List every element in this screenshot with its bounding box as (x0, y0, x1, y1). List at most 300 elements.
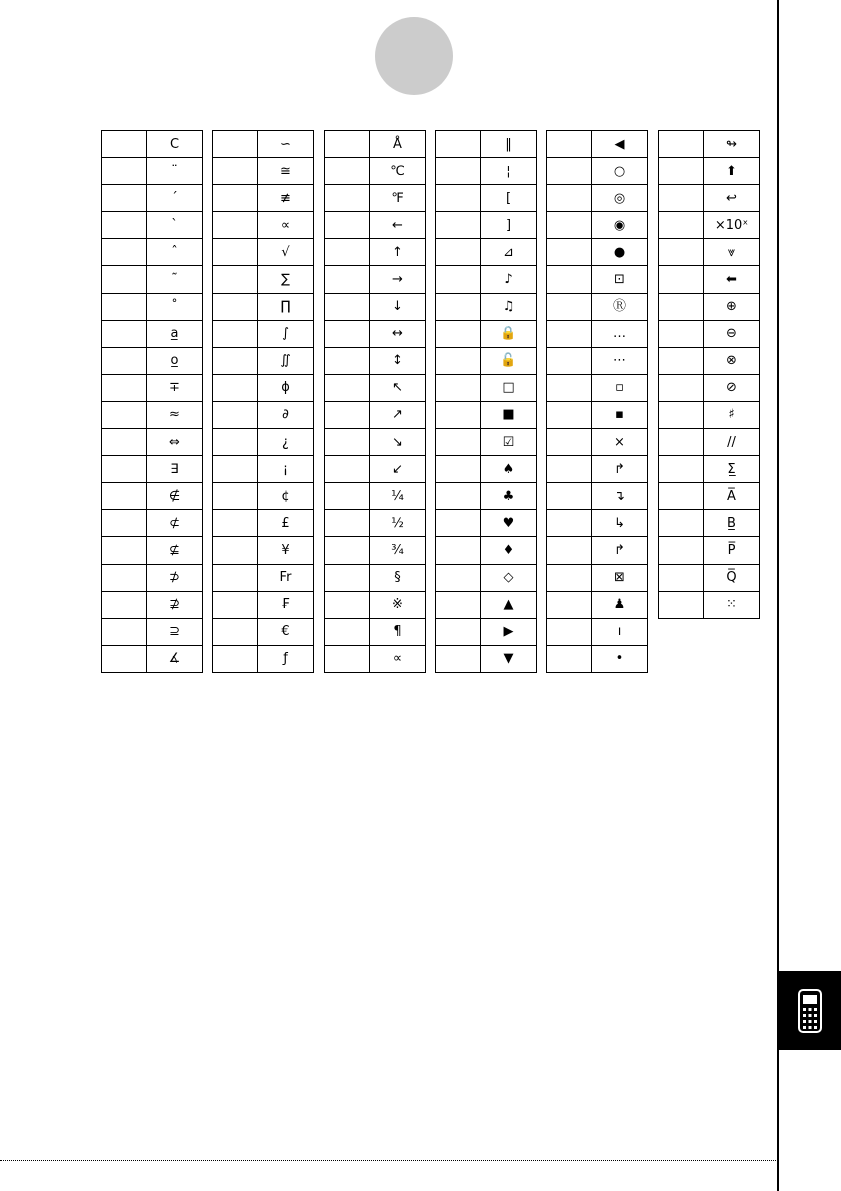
character-table (324, 130, 426, 673)
code-cell (547, 645, 592, 672)
glyph-cell: ¾ (370, 537, 426, 564)
glyph-cell: ⊗ (704, 347, 760, 374)
glyph-cell: § (370, 564, 426, 591)
table-row (436, 185, 537, 212)
code-cell (102, 374, 147, 401)
glyph-cell: € (258, 618, 314, 645)
glyph-cell: ı (592, 618, 648, 645)
code-cell (325, 131, 370, 158)
code-cell (213, 239, 258, 266)
code-cell (102, 564, 147, 591)
table-row (547, 239, 648, 266)
code-cell (659, 564, 704, 591)
code-cell (436, 591, 481, 618)
glyph-cell: ♠ (481, 456, 537, 483)
code-cell (436, 429, 481, 456)
table-row (102, 591, 203, 618)
table-row (102, 564, 203, 591)
code-cell (325, 483, 370, 510)
glyph-cell: … (592, 320, 648, 347)
table-row (547, 212, 648, 239)
code-cell (325, 456, 370, 483)
code-cell (102, 401, 147, 428)
glyph-cell: ↬ (704, 131, 760, 158)
table-row (436, 293, 537, 320)
table-row (659, 239, 760, 266)
code-cell (436, 293, 481, 320)
code-cell (659, 239, 704, 266)
table-row (325, 347, 426, 374)
glyph-cell: ¼ (370, 483, 426, 510)
table-row (436, 374, 537, 401)
table-row (102, 347, 203, 374)
table-row (213, 266, 314, 293)
table-row (547, 591, 648, 618)
table-row (213, 347, 314, 374)
glyph-cell: ∃ (147, 456, 203, 483)
table-row (102, 429, 203, 456)
code-cell (659, 158, 704, 185)
code-cell (213, 591, 258, 618)
glyph-cell: ⊄ (147, 510, 203, 537)
code-cell (659, 131, 704, 158)
glyph-cell: ⊡ (592, 266, 648, 293)
table-row (659, 483, 760, 510)
code-cell (102, 293, 147, 320)
table-row (213, 456, 314, 483)
code-cell (325, 401, 370, 428)
glyph-cell: C (147, 131, 203, 158)
code-cell (659, 456, 704, 483)
code-cell (325, 510, 370, 537)
table-row (213, 131, 314, 158)
glyph-cell: ▫ (592, 374, 648, 401)
glyph-cell: ¢ (258, 483, 314, 510)
table-row (213, 645, 314, 672)
table-row (659, 401, 760, 428)
glyph-cell: ⊖ (704, 320, 760, 347)
code-cell (547, 212, 592, 239)
table-row (325, 645, 426, 672)
glyph-cell: ≅ (258, 158, 314, 185)
table-row (659, 158, 760, 185)
glyph-cell: Ⓡ (592, 293, 648, 320)
glyph-cell: ♪ (481, 266, 537, 293)
table-row (213, 320, 314, 347)
code-cell (436, 158, 481, 185)
code-cell (213, 347, 258, 374)
code-cell (213, 483, 258, 510)
glyph-cell: ⬆ (704, 158, 760, 185)
table-row (325, 591, 426, 618)
table-row (436, 320, 537, 347)
glyph-cell: ˚ (147, 293, 203, 320)
code-cell (213, 131, 258, 158)
calculator-icon (798, 989, 822, 1033)
code-cell (436, 320, 481, 347)
glyph-cell: B̲ (704, 510, 760, 537)
code-cell (547, 320, 592, 347)
code-cell (213, 266, 258, 293)
glyph-cell: □ (481, 374, 537, 401)
code-cell (325, 158, 370, 185)
table-row (213, 537, 314, 564)
glyph-cell: ⊘ (704, 374, 760, 401)
code-cell (547, 293, 592, 320)
code-cell (547, 374, 592, 401)
character-table (546, 130, 648, 673)
chapter-side-tab (778, 971, 841, 1050)
code-cell (102, 537, 147, 564)
glyph-cell: ↕ (370, 347, 426, 374)
code-cell (102, 239, 147, 266)
table-row (102, 645, 203, 672)
table-row (659, 429, 760, 456)
table-row (547, 131, 648, 158)
table-row (659, 510, 760, 537)
table-row (547, 429, 648, 456)
code-cell (659, 401, 704, 428)
glyph-cell: ½ (370, 510, 426, 537)
table-row (213, 564, 314, 591)
table-row (325, 429, 426, 456)
table-row (325, 374, 426, 401)
code-cell (325, 293, 370, 320)
glyph-cell: o̲ (147, 347, 203, 374)
table-row (325, 185, 426, 212)
table-row (436, 212, 537, 239)
table-row (436, 456, 537, 483)
table-row (659, 185, 760, 212)
glyph-cell: ▶ (481, 618, 537, 645)
code-cell (659, 537, 704, 564)
glyph-cell: ‖ (481, 131, 537, 158)
table-row (325, 401, 426, 428)
table-row (213, 158, 314, 185)
code-cell (325, 537, 370, 564)
code-cell (102, 429, 147, 456)
glyph-cell: Fr (258, 564, 314, 591)
glyph-cell: Σ̲ (704, 456, 760, 483)
glyph-cell: ¿ (258, 429, 314, 456)
table-row (436, 645, 537, 672)
glyph-cell: ◀ (592, 131, 648, 158)
glyph-cell: ♣ (481, 483, 537, 510)
glyph-cell: ∫ (258, 320, 314, 347)
table-row (325, 618, 426, 645)
glyph-cell: 🔒 (481, 320, 537, 347)
code-cell (547, 591, 592, 618)
table-row (659, 293, 760, 320)
glyph-cell: 🔓 (481, 347, 537, 374)
glyph-cell: ×10ˣ (704, 212, 760, 239)
code-cell (547, 429, 592, 456)
code-cell (436, 645, 481, 672)
code-cell (436, 131, 481, 158)
table-row (325, 239, 426, 266)
code-cell (659, 510, 704, 537)
glyph-cell: ¶ (370, 618, 426, 645)
table-row (436, 591, 537, 618)
code-cell (547, 618, 592, 645)
glyph-cell: ⊿ (481, 239, 537, 266)
table-row (102, 212, 203, 239)
glyph-cell: Å (370, 131, 426, 158)
table-row (213, 374, 314, 401)
glyph-cell: ○ (592, 158, 648, 185)
glyph-cell: [ (481, 185, 537, 212)
page-number-circle (375, 17, 453, 95)
glyph-cell: ▼ (481, 645, 537, 672)
glyph-cell: ϕ (258, 374, 314, 401)
glyph-cell: ■ (481, 401, 537, 428)
code-cell (436, 618, 481, 645)
code-cell (659, 320, 704, 347)
code-cell (547, 456, 592, 483)
table-row (436, 510, 537, 537)
table-row (547, 266, 648, 293)
table-row (325, 212, 426, 239)
character-table (658, 130, 760, 619)
code-cell (547, 185, 592, 212)
glyph-cell: ↗ (370, 401, 426, 428)
code-cell (436, 347, 481, 374)
glyph-cell: a̲ (147, 320, 203, 347)
code-cell (436, 266, 481, 293)
glyph-cell: ◉ (592, 212, 648, 239)
code-cell (325, 239, 370, 266)
table-row (213, 239, 314, 266)
code-cell (102, 510, 147, 537)
code-cell (213, 374, 258, 401)
code-cell (659, 212, 704, 239)
table-row (213, 293, 314, 320)
glyph-cell: ↑ (370, 239, 426, 266)
code-cell (325, 429, 370, 456)
table-row (436, 483, 537, 510)
code-cell (213, 320, 258, 347)
table-row (213, 483, 314, 510)
table-row (102, 483, 203, 510)
glyph-cell: ↩ (704, 185, 760, 212)
glyph-cell: ↖ (370, 374, 426, 401)
glyph-cell: ↓ (370, 293, 426, 320)
table-row (436, 401, 537, 428)
glyph-cell: ≈ (147, 401, 203, 428)
code-cell (547, 537, 592, 564)
code-cell (213, 212, 258, 239)
table-row (102, 537, 203, 564)
glyph-cell: ∑ (258, 266, 314, 293)
glyph-cell: → (370, 266, 426, 293)
table-row (547, 510, 648, 537)
code-cell (325, 347, 370, 374)
table-row (102, 456, 203, 483)
table-row (547, 564, 648, 591)
table-row (436, 537, 537, 564)
code-cell (102, 212, 147, 239)
code-cell (659, 347, 704, 374)
code-cell (102, 618, 147, 645)
table-row (659, 212, 760, 239)
code-cell (325, 645, 370, 672)
glyph-cell: ※ (370, 591, 426, 618)
table-row (547, 374, 648, 401)
code-cell (102, 645, 147, 672)
table-row (102, 401, 203, 428)
glyph-cell: ] (481, 212, 537, 239)
glyph-cell: £ (258, 510, 314, 537)
glyph-cell: ⊠ (592, 564, 648, 591)
table-row (547, 456, 648, 483)
glyph-cell: ⊅ (147, 564, 203, 591)
table-row (325, 456, 426, 483)
glyph-cell: √ (258, 239, 314, 266)
glyph-cell: ♦ (481, 537, 537, 564)
code-cell (213, 645, 258, 672)
table-row (547, 645, 648, 672)
table-row (325, 537, 426, 564)
code-cell (213, 401, 258, 428)
table-row (325, 293, 426, 320)
code-cell (325, 320, 370, 347)
table-row (659, 374, 760, 401)
code-cell (102, 131, 147, 158)
code-cell (659, 374, 704, 401)
character-table (435, 130, 537, 673)
code-cell (325, 564, 370, 591)
glyph-cell: • (592, 645, 648, 672)
glyph-cell: ◇ (481, 564, 537, 591)
code-cell (659, 185, 704, 212)
code-cell (213, 510, 258, 537)
code-cell (436, 239, 481, 266)
code-cell (547, 158, 592, 185)
code-cell (325, 266, 370, 293)
glyph-cell: ¡ (258, 456, 314, 483)
table-row (547, 401, 648, 428)
glyph-cell: ↙ (370, 456, 426, 483)
table-row (659, 564, 760, 591)
glyph-cell: ↱ (592, 537, 648, 564)
table-row (325, 564, 426, 591)
code-cell (436, 374, 481, 401)
code-cell (213, 456, 258, 483)
glyph-cell: ¦ (481, 158, 537, 185)
code-cell (102, 347, 147, 374)
table-row (547, 347, 648, 374)
glyph-cell: ¥ (258, 537, 314, 564)
table-row (102, 185, 203, 212)
character-table (101, 130, 203, 673)
glyph-cell: ∓ (147, 374, 203, 401)
glyph-cell: ∬ (258, 347, 314, 374)
glyph-cell: ◎ (592, 185, 648, 212)
code-cell (436, 483, 481, 510)
glyph-cell: ↴ (592, 483, 648, 510)
glyph-cell: ♫ (481, 293, 537, 320)
code-cell (102, 591, 147, 618)
code-cell (102, 320, 147, 347)
code-cell (102, 158, 147, 185)
glyph-cell: ∉ (147, 483, 203, 510)
code-cell (436, 212, 481, 239)
glyph-cell: ⇔ (147, 429, 203, 456)
code-cell (213, 618, 258, 645)
glyph-cell: ₣ (258, 591, 314, 618)
table-row (213, 401, 314, 428)
code-cell (325, 374, 370, 401)
table-row (102, 320, 203, 347)
glyph-cell: ☑ (481, 429, 537, 456)
glyph-cell: ⊈ (147, 537, 203, 564)
code-cell (436, 185, 481, 212)
glyph-cell: ← (370, 212, 426, 239)
code-cell (436, 401, 481, 428)
glyph-cell: ≢ (258, 185, 314, 212)
table-row (547, 618, 648, 645)
glyph-cell: ⩔ (704, 239, 760, 266)
table-row (102, 239, 203, 266)
code-cell (547, 564, 592, 591)
table-row (102, 266, 203, 293)
table-row (436, 347, 537, 374)
table-row (213, 510, 314, 537)
table-row (659, 456, 760, 483)
table-row (547, 537, 648, 564)
code-cell (102, 266, 147, 293)
code-cell (213, 185, 258, 212)
table-row (102, 618, 203, 645)
table-row (102, 293, 203, 320)
glyph-cell: ∂ (258, 401, 314, 428)
glyph-cell: ⋯ (592, 347, 648, 374)
table-row (436, 618, 537, 645)
code-cell (102, 185, 147, 212)
glyph-cell: ƒ (258, 645, 314, 672)
glyph-cell: × (592, 429, 648, 456)
table-row (213, 429, 314, 456)
code-cell (436, 456, 481, 483)
table-row (547, 158, 648, 185)
table-row (547, 483, 648, 510)
code-cell (213, 158, 258, 185)
table-row (213, 212, 314, 239)
glyph-cell: ↘ (370, 429, 426, 456)
code-cell (213, 537, 258, 564)
code-cell (547, 483, 592, 510)
glyph-cell: ⊕ (704, 293, 760, 320)
glyph-cell: ∡ (147, 645, 203, 672)
code-cell (325, 591, 370, 618)
code-cell (213, 564, 258, 591)
glyph-cell: // (704, 429, 760, 456)
bottom-dotted-rule (0, 1160, 778, 1161)
glyph-cell: ♯ (704, 401, 760, 428)
table-row (102, 510, 203, 537)
code-cell (325, 618, 370, 645)
table-row (436, 564, 537, 591)
code-cell (213, 429, 258, 456)
table-row (659, 591, 760, 618)
table-row (659, 131, 760, 158)
glyph-cell: ♥ (481, 510, 537, 537)
glyph-cell: ´ (147, 185, 203, 212)
table-row (436, 266, 537, 293)
code-cell (547, 510, 592, 537)
code-cell (436, 537, 481, 564)
table-row (102, 374, 203, 401)
